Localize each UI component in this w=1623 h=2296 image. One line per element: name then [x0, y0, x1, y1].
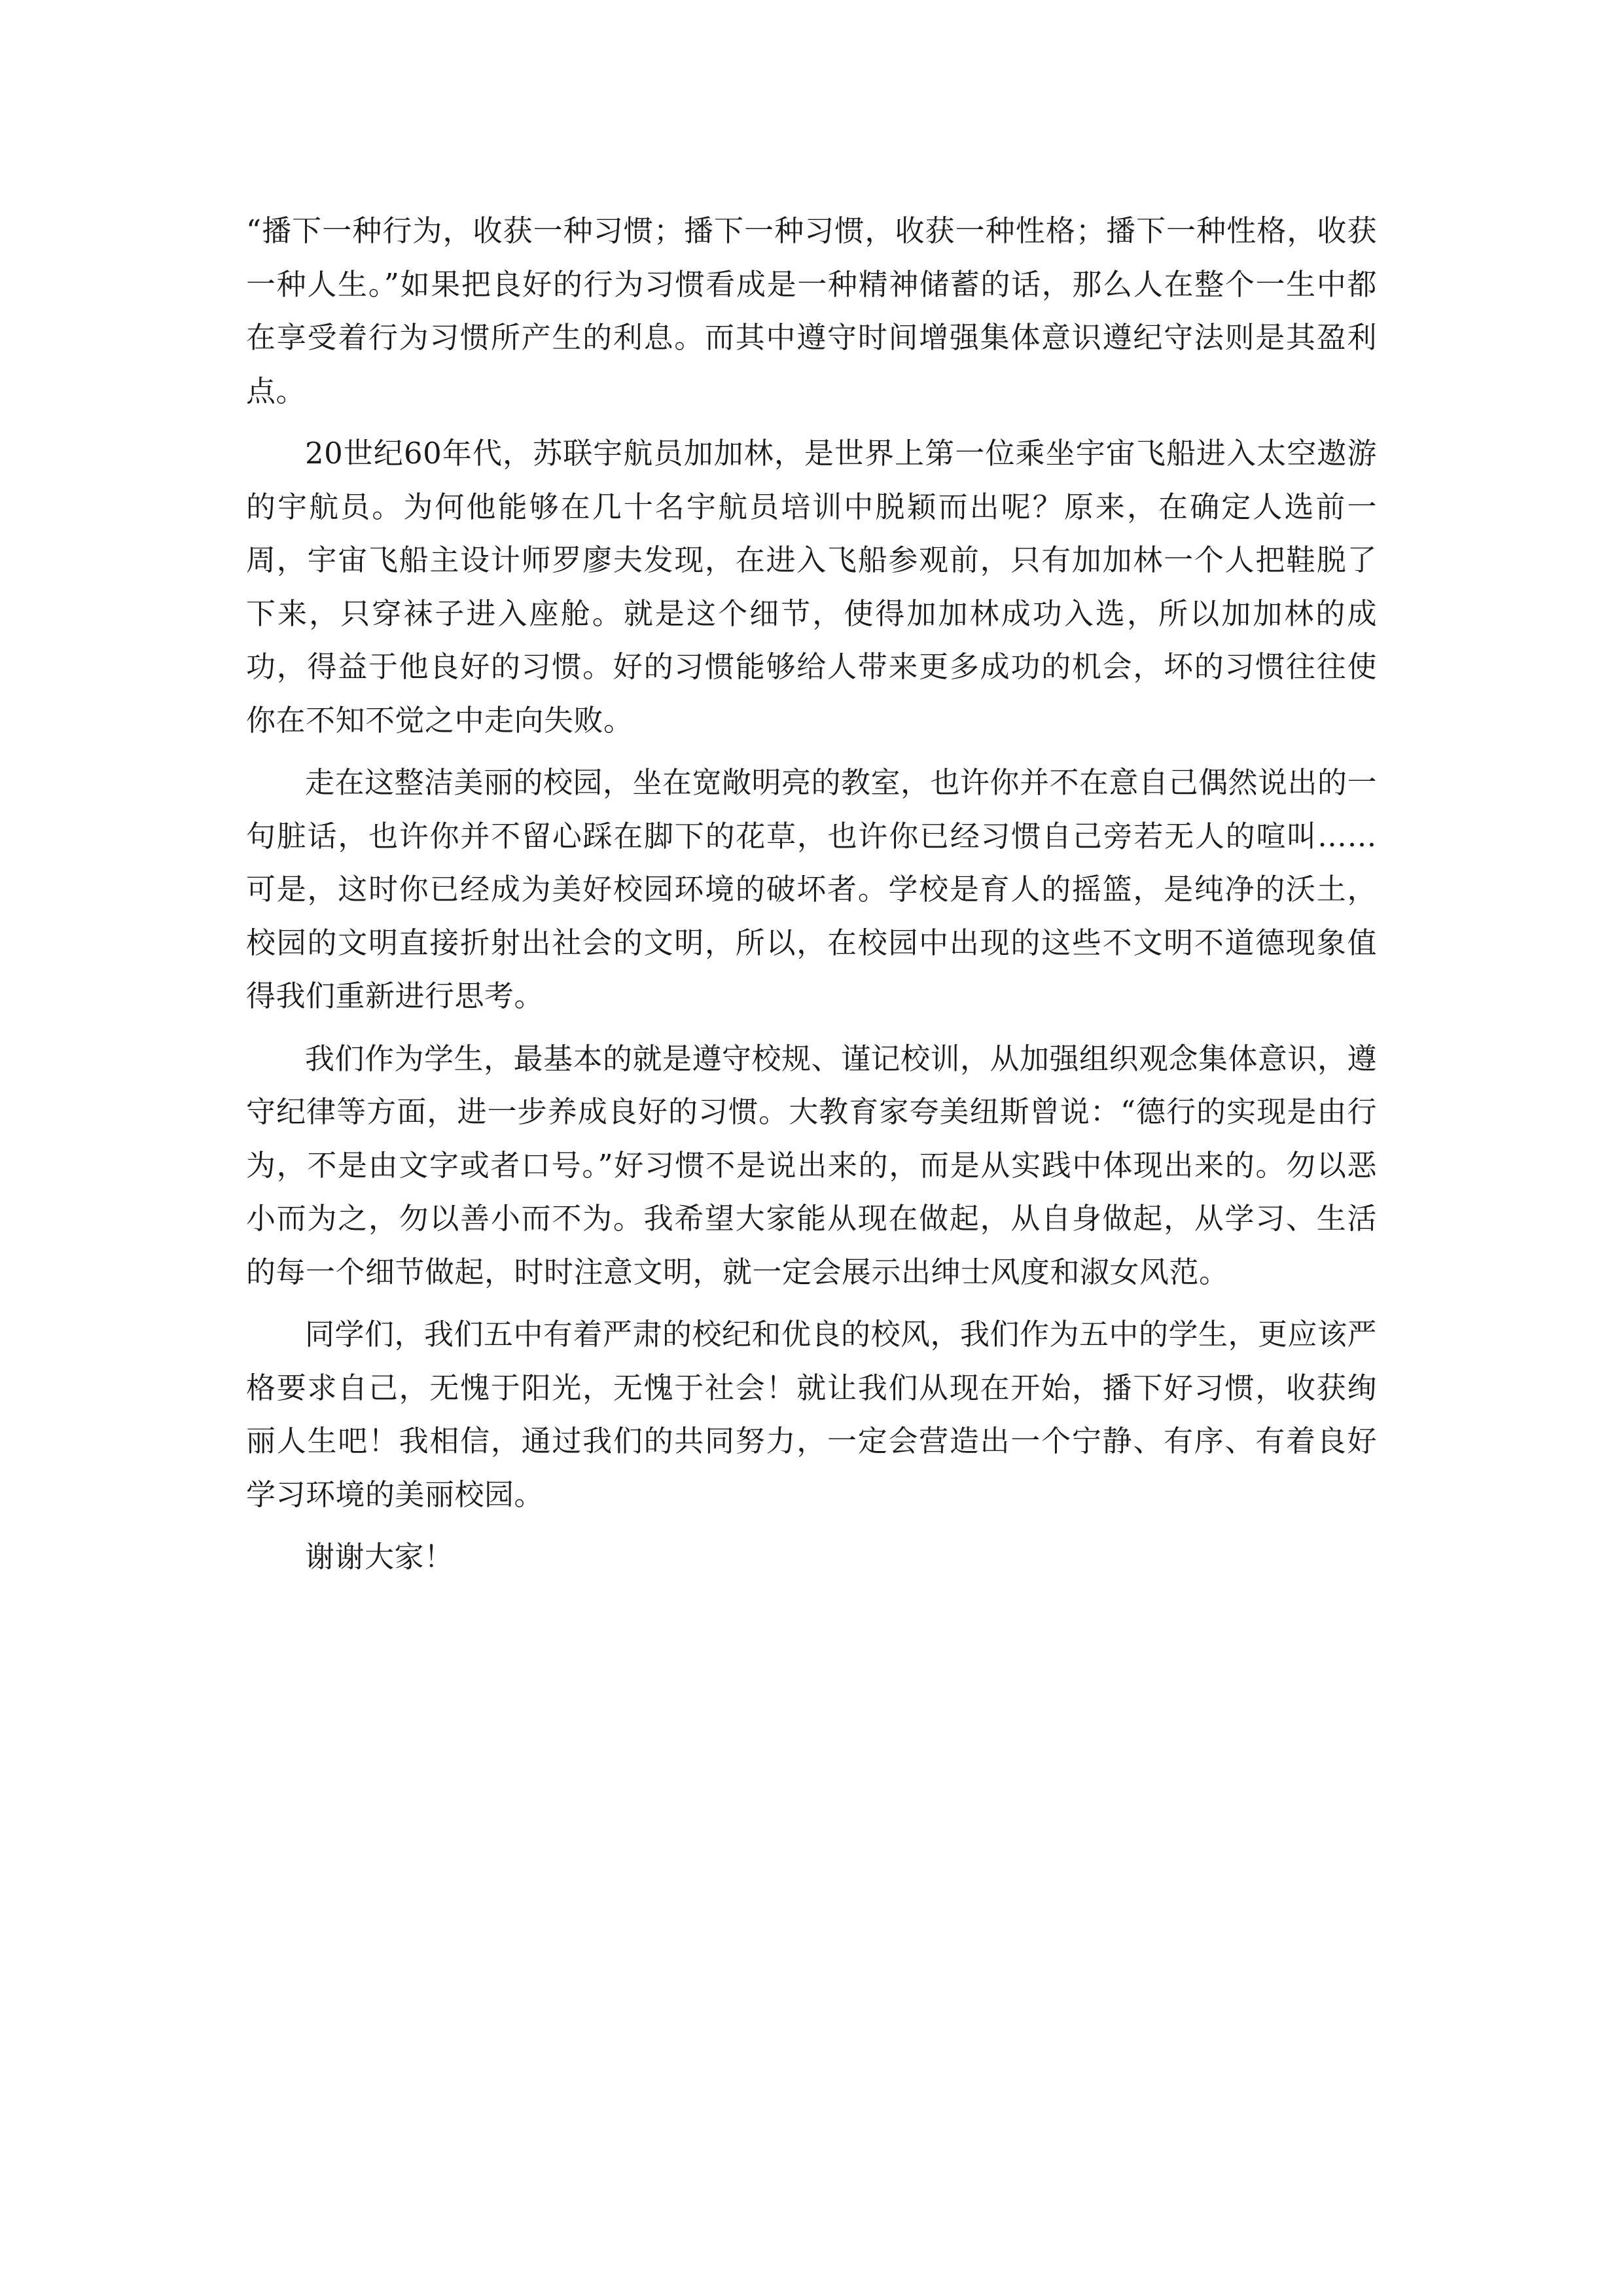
paragraph-habit-quote: “播下一种行为，收获一种习惯；播下一种习惯，收获一种性格；播下一种性格，收获一种人生。”如果把良好的行为习惯看成是一种精神储蓄的话，那么人在整个一生中都在享受着行为习惯所产生的利息。而其中遵守时间增强集体意识遵纪守法则是其盈利点。 — [246, 213, 1377, 408]
paragraph-classmates: 同学们，我们五中有着严肃的校纪和优良的校风，我们作为五中的学生，更应该严格要求自己，无愧于阳光，无愧于社会！就让我们从现在开始，播下好习惯，收获绚丽人生吧！我相信，通过我们的共同努力，一定会营造出一个宁静、有序、有着良好学习环境的美丽校园。 — [246, 1317, 1378, 1512]
paragraph-thanks: 谢谢大家！ — [305, 1539, 454, 1574]
paragraph-students: 我们作为学生，最基本的就是遵守校规、谨记校训，从加强组织观念集体意识，遵守纪律等方面，进一步养成良好的习惯。大教育家夸美纽斯曾说：“德行的实现是由行为，不是由文字或者口号。”好习惯不是说出来的，而是从实践中体现出来的。勿以恶小而为之，勿以善小而不为。我希望大家能从现在做起，从自身做起，从学习、生活的每一个细节做起，时时注意文明，就一定会展示出绅士风度和淑女风范。 — [246, 1041, 1378, 1289]
paragraph-gagarin: 20世纪60年代，苏联宇航员加加林，是世界上第一位乘坐宇宙飞船进入太空遨游的宇航员。为何他能够在几十名宇航员培训中脱颖而出呢？原来，在确定人选前一周，宇宙飞船主设计师罗廖夫发现，在进入飞船参观前，只有加加林一个人把鞋脱了下来，只穿袜子进入座舱。就是这个细节，使得加加林成功入选，所以加加林的成功，得益于他良好的习惯。好的习惯能够给人带来更多成功的机会，坏的习惯往往使你在不知不觉之中走向失败。 — [246, 436, 1377, 738]
paragraph-campus: 走在这整洁美丽的校园，坐在宽敞明亮的教室，也许你并不在意自己偶然说出的一句脏话，也许你并不留心踩在脚下的花草，也许你已经习惯自己旁若无人的喧叫……可是，这时你已经成为美好校园环境的破坏者。学校是育人的摇篮，是纯净的沃土，校园的文明直接折射出社会的文明，所以，在校园中出现的这些不文明不道德现象值得我们重新进行思考。 — [246, 765, 1378, 1013]
speech-body — [246, 204, 1377, 1593]
